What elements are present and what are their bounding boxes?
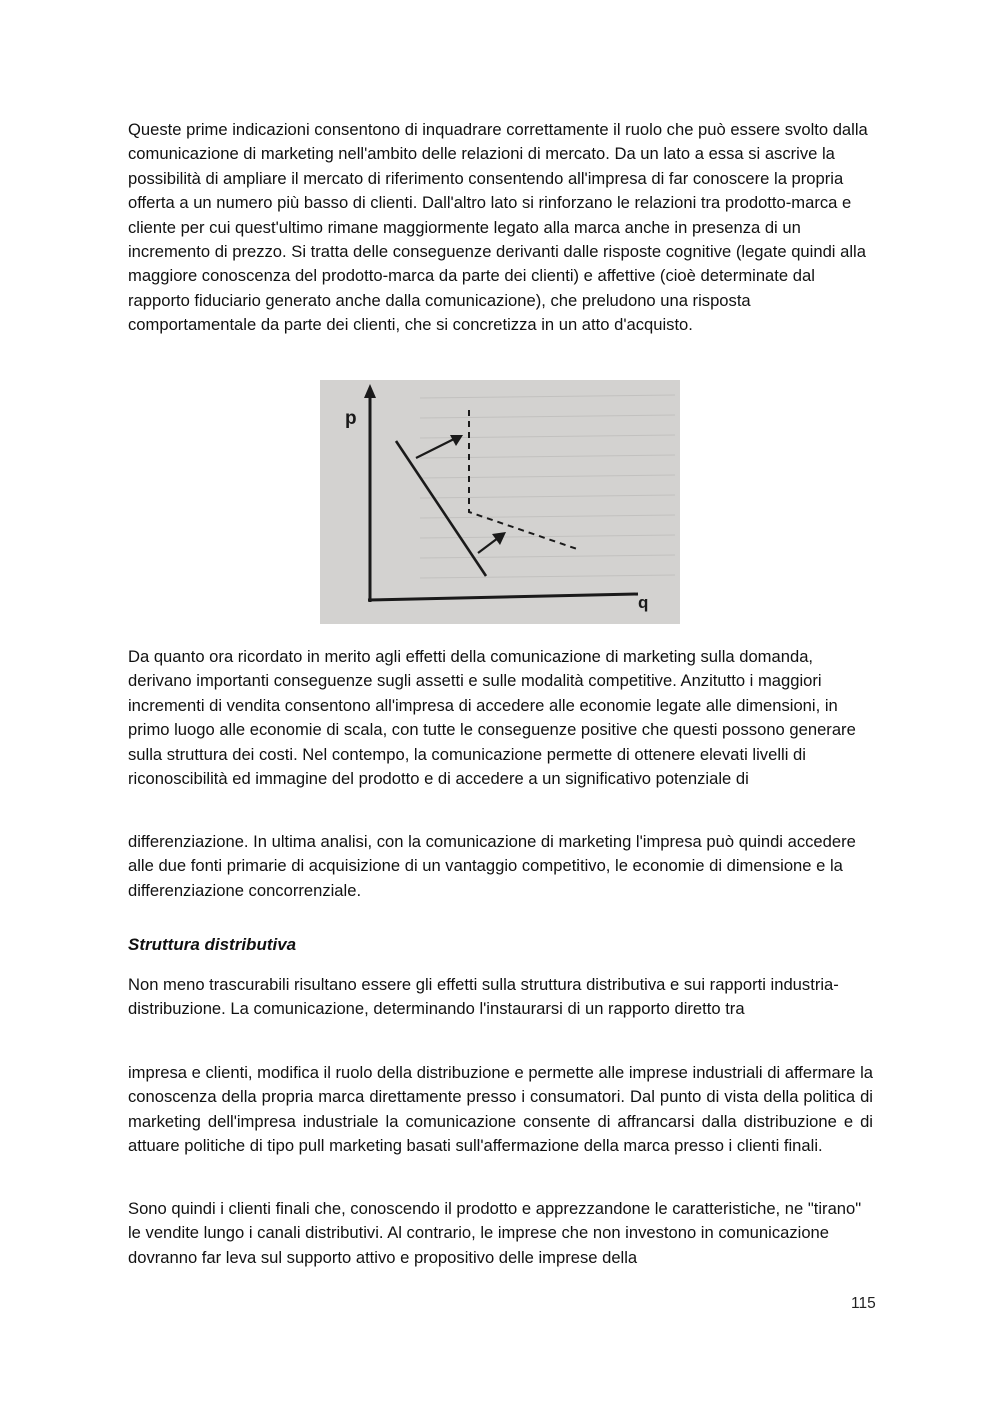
paragraph-distribution-intro: Non meno trascurabili risultano essere gli effetti sulla struttura distributiva e sui rapporti industria-distribuzione. La comunicazione, determinando l'instaurarsi di un rapporto diretto tra [128, 975, 839, 1019]
paragraph-competitive-advantage: differenziazione. In ultima analisi, con la comunicazione di marketing l'impresa può quindi accedere alle due fonti primarie di acquisizione di un vantaggio competitivo, le economie di dimensione e la differenziazione concorrenziale. [128, 832, 856, 900]
demand-curve-figure [320, 380, 680, 624]
y-axis-arrowhead [364, 384, 376, 398]
page-number: 115 [851, 1295, 876, 1312]
shift-arrow-lower-head [492, 532, 506, 545]
x-axis [368, 594, 638, 600]
paragraph-final-clients: Sono quindi i clienti finali che, conoscendo il prodotto e apprezzandone le caratteristiche, ne "tirano" le vendite lungo i canali distributivi. Al contrario, le imprese che non investono in comunicazione dovranno far leva sul supporto attivo e propositivo delle imprese della [128, 1199, 862, 1267]
shift-arrow-lower [478, 538, 498, 553]
x-axis-label: q [638, 593, 649, 612]
paragraph-competitive-effects: Da quanto ora ricordato in merito agli effetti della comunicazione di marketing sulla domanda, derivano importanti conseguenze sugli assetti e sulle modalità competitive. Anzitutto i maggiori incrementi di vendita consentono all'impresa di accedere alle economie legate alle dimensioni, in primo luogo alle economie di scala, con tutte le conseguenze positive che questi possono generare sulla struttura dei costi. Nel contempo, la comunicazione permette di ottenere elevati livelli di riconoscibilità ed immagine del prodotto e di accedere a un significativo potenziale di [128, 647, 856, 789]
section-heading: Struttura distributiva [128, 935, 297, 954]
demand-curve-diagram [320, 380, 680, 624]
demand-curve-shifted [469, 410, 580, 550]
paragraph-pull-marketing: impresa e clienti, modifica il ruolo della distribuzione e permette alle imprese industriali di affermare la conoscenza della propria marca direttamente presso i consumatori. Dal punto di vista della politica di marketing dell'impresa industriale la comunicazione consente di affrancarsi dalla distribuzione e di attuare politiche di tipo pull marketing basati sull'affermazione della marca presso i clienti finali. [128, 1063, 873, 1156]
background-texture [420, 395, 675, 578]
paragraph-intro: Queste prime indicazioni consentono di inquadrare correttamente il ruolo che può essere svolto dalla comunicazione di marketing nell'ambito delle relazioni di mercato. Da un lato a essa si ascrive la possibilità di ampliare il mercato di riferimento consentendo all'impresa di far conoscere la propria offerta a un numero più basso di clienti. Dall'altro lato si rinforzano le relazioni tra prodotto-marca e cliente per cui quest'ultimo rimane maggiormente legato alla marca anche in presenza di un incremento di prezzo. Si tratta delle conseguenze derivanti dalle risposte cognitive (legate quindi alla maggiore conoscenza del prodotto-marca da parte dei clienti) e affettive (cioè determinate dal rapporto fiduciario generato anche dalla comunicazione), che preludono una risposta comportamentale da parte dei clienti, che si concretizza in un atto d'acquisto. [128, 120, 868, 335]
shift-arrow-upper [416, 438, 456, 458]
y-axis-label: p [345, 408, 357, 429]
demand-curve-initial [396, 441, 486, 576]
